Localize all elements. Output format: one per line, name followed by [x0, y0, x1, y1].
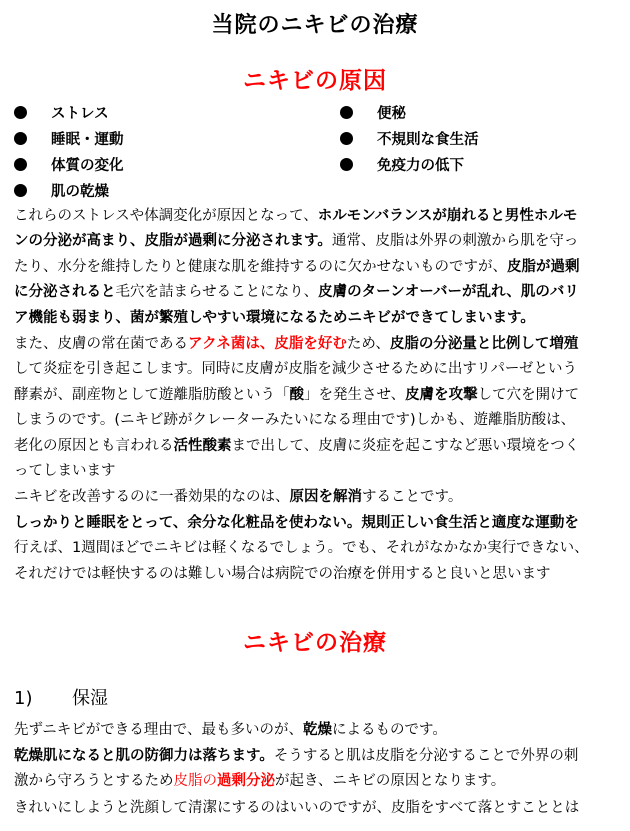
bullet-icon — [340, 132, 353, 145]
bullet-icon — [14, 132, 27, 145]
treatment-paragraph-3: きれいにしようと洗顔して清潔にするのはいいのですが、皮脂をすべて落とすこととは — [14, 800, 580, 816]
section-heading-causes: ニキビの原因 — [243, 68, 387, 94]
list-item: ストレス — [14, 104, 109, 124]
excess-secretion-highlight: 過剰分泌 — [217, 773, 275, 790]
page-title: 当院のニキビの治療 — [211, 13, 419, 38]
list-item: 肌の乾燥 — [14, 182, 109, 202]
bullet-icon — [14, 106, 27, 119]
bullet-icon — [340, 158, 353, 171]
bullet-icon — [14, 158, 27, 171]
bullet-icon — [14, 184, 27, 197]
acne-bacteria-highlight: アクネ菌は、皮脂を好む — [188, 336, 347, 352]
cause-paragraph-3: ニキビを改善するのに一番効果的なのは、原因を解消することです。 — [14, 489, 463, 505]
section-heading-treatment: ニキビの治療 — [243, 630, 387, 656]
bullet-icon — [340, 106, 353, 119]
list-item: 便秘 — [340, 104, 406, 124]
list-item: 睡眠・運動 — [14, 130, 124, 150]
cause-paragraph-4: しっかりと睡眠をとって、余分な化粧品を使わない。規則正しい食生活と適度な運動を 行えば、1週間ほどでニキビは軽くなるでしょう。でも、それがなかなか実行できない、 それだけでは軽快するのは難しい場合は病院での治療を併用すると良いと思います — [14, 515, 589, 582]
list-item: 免疫力の低下 — [340, 156, 464, 176]
list-item: 不規則な食生活 — [340, 130, 479, 150]
treatment-paragraph-2: 乾燥肌になると肌の防御力は落ちます。そうすると肌は皮脂を分泌することで外界の刺 激から守ろうとするため皮脂の過剰分泌が起き、ニキビの原因となります。 — [14, 748, 579, 790]
sebum-highlight: 皮脂の — [173, 773, 217, 790]
cause-paragraph-1: これらのストレスや体調変化が原因となって、ホルモンバランスが崩れると男性ホルモ ンの分泌が高まり、皮脂が過剰に分泌されます。通常、皮脂は外界の刺激から肌を守っ たり、水分を維持したりと健康な肌を維持するのに欠かせないものですが、皮脂が過剰 に分泌されると毛穴を詰まらせることになり、皮膚のターンオーバーが乱れ、肌のバリ ア機能も弱まり、菌が繁殖しやすい環境になるためニキビができてしまいます。 — [14, 208, 580, 326]
treatment-paragraph-1: 先ずニキビができる理由で、最も多いのが、乾燥によるものです。 — [14, 722, 447, 738]
subsection-heading-moisturizing: 1) 保湿 — [14, 688, 108, 709]
list-item: 体質の変化 — [14, 156, 124, 176]
cause-paragraph-2: また、皮膚の常在菌であるアクネ菌は、皮脂を好むため、皮脂の分泌量と比例して増殖 して炎症を引き起こします。同時に皮膚が皮脂を減少させるために出すリパーゼという 酵素が、副産物として遊離脂肪酸という「酸」を発生させ、皮膚を攻撃して穴を開けて しまうのです。(ニキビ跡がクレーターみたいになる理由です)しかも、遊離脂肪酸は、 老化の原因とも言われる活性酸素まで出して、皮膚に炎症を起こすなど悪い環境をつく ってしまいます — [14, 336, 580, 479]
